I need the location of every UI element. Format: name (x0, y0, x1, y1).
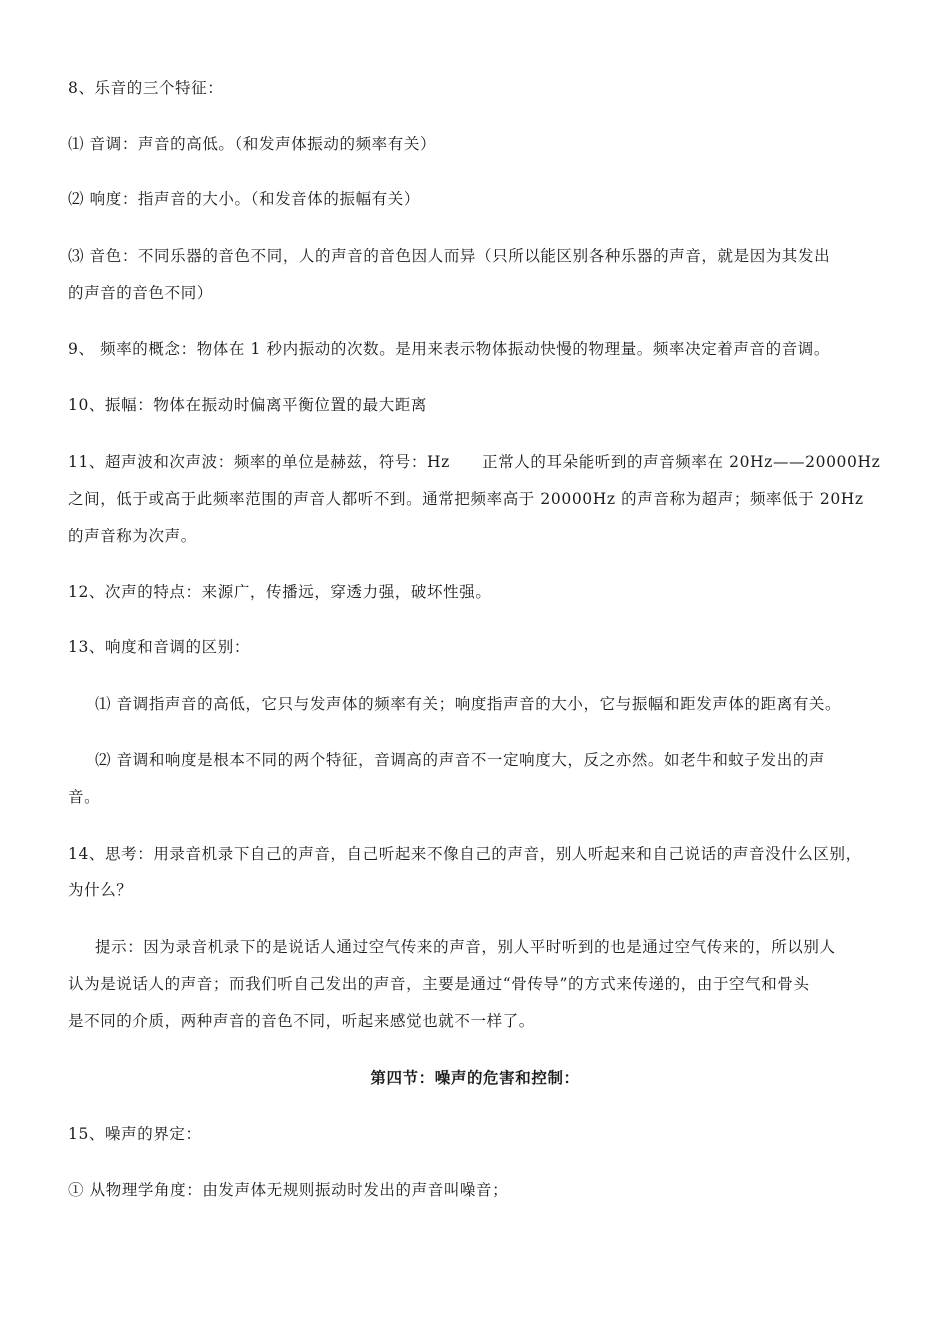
item-13-point-2-cont: 音。 (68, 788, 101, 806)
item-14-hint-cont-2: 是不同的介质，两种声音的音色不同，听起来感觉也就不一样了。 (68, 1012, 535, 1030)
item-8-timbre-cont: 的声音的音色不同） (68, 284, 213, 302)
item-10-amplitude: 10、振幅：物体在振动时偏离平衡位置的最大距离 (68, 396, 428, 414)
item-14-question: 14、思考：用录音机录下自己的声音，自己听起来不像自己的声音，别人听起来和自己说话的声音没什么区别， (68, 845, 862, 863)
section-heading: 第四节：噪声的危害和控制： (370, 1068, 580, 1087)
item-13-point-2: ⑵ 音调和响度是根本不同的两个特征，音调高的声音不一定响度大，反之亦然。如老牛和蚊子发出的声 (95, 751, 826, 769)
item-8-heading: 8、乐音的三个特征： (68, 79, 224, 97)
item-11-ultrasound: 11、超声波和次声波：频率的单位是赫兹，符号：Hz 正常人的耳朵能听到的声音频率在 20Hz——20000Hz (68, 453, 881, 471)
item-14-hint: 提示：因为录音机录下的是说话人通过空气传来的声音，别人平时听到的也是通过空气传来的，所以别人 (95, 938, 836, 956)
item-13-point-1: ⑴ 音调指声音的高低，它只与发声体的频率有关；响度指声音的大小，它与振幅和距发声体的距离有关。 (95, 695, 842, 713)
item-8-loudness: ⑵ 响度：指声音的大小。（和发音体的振幅有关） (68, 190, 420, 208)
item-8-timbre: ⑶ 音色：不同乐器的音色不同，人的声音的音色因人而异（只所以能区别各种乐器的声音，就是因为其发出 (68, 247, 831, 265)
item-14-hint-cont-1: 认为是说话人的声音；而我们听自己发出的声音，主要是通过“骨传导”的方式来传递的，由于空气和骨头 (68, 975, 810, 993)
item-8-pitch: ⑴ 音调：声音的高低。（和发声体振动的频率有关） (68, 135, 437, 153)
item-15-point-1: ① 从物理学角度：由发声体无规则振动时发出的声音叫噪音； (68, 1181, 509, 1199)
item-15-heading: 15、噪声的界定： (68, 1125, 202, 1143)
item-11-ultrasound-end: 的声音称为次声。 (68, 527, 197, 545)
item-11-ultrasound-cont: 之间，低于或高于此频率范围的声音人都听不到。通常把频率高于 20000Hz 的声音称为超声；频率低于 20Hz (68, 490, 864, 508)
item-9-frequency: 9、 频率的概念：物体在 1 秒内振动的次数。是用来表示物体振动快慢的物理量。频率决定着声音的音调。 (68, 340, 831, 358)
item-14-question-cont: 为什么？ (68, 881, 133, 899)
item-13-heading: 13、响度和音调的区别： (68, 638, 250, 656)
item-12-infrasound: 12、次声的特点：来源广，传播远，穿透力强，破坏性强。 (68, 583, 492, 601)
